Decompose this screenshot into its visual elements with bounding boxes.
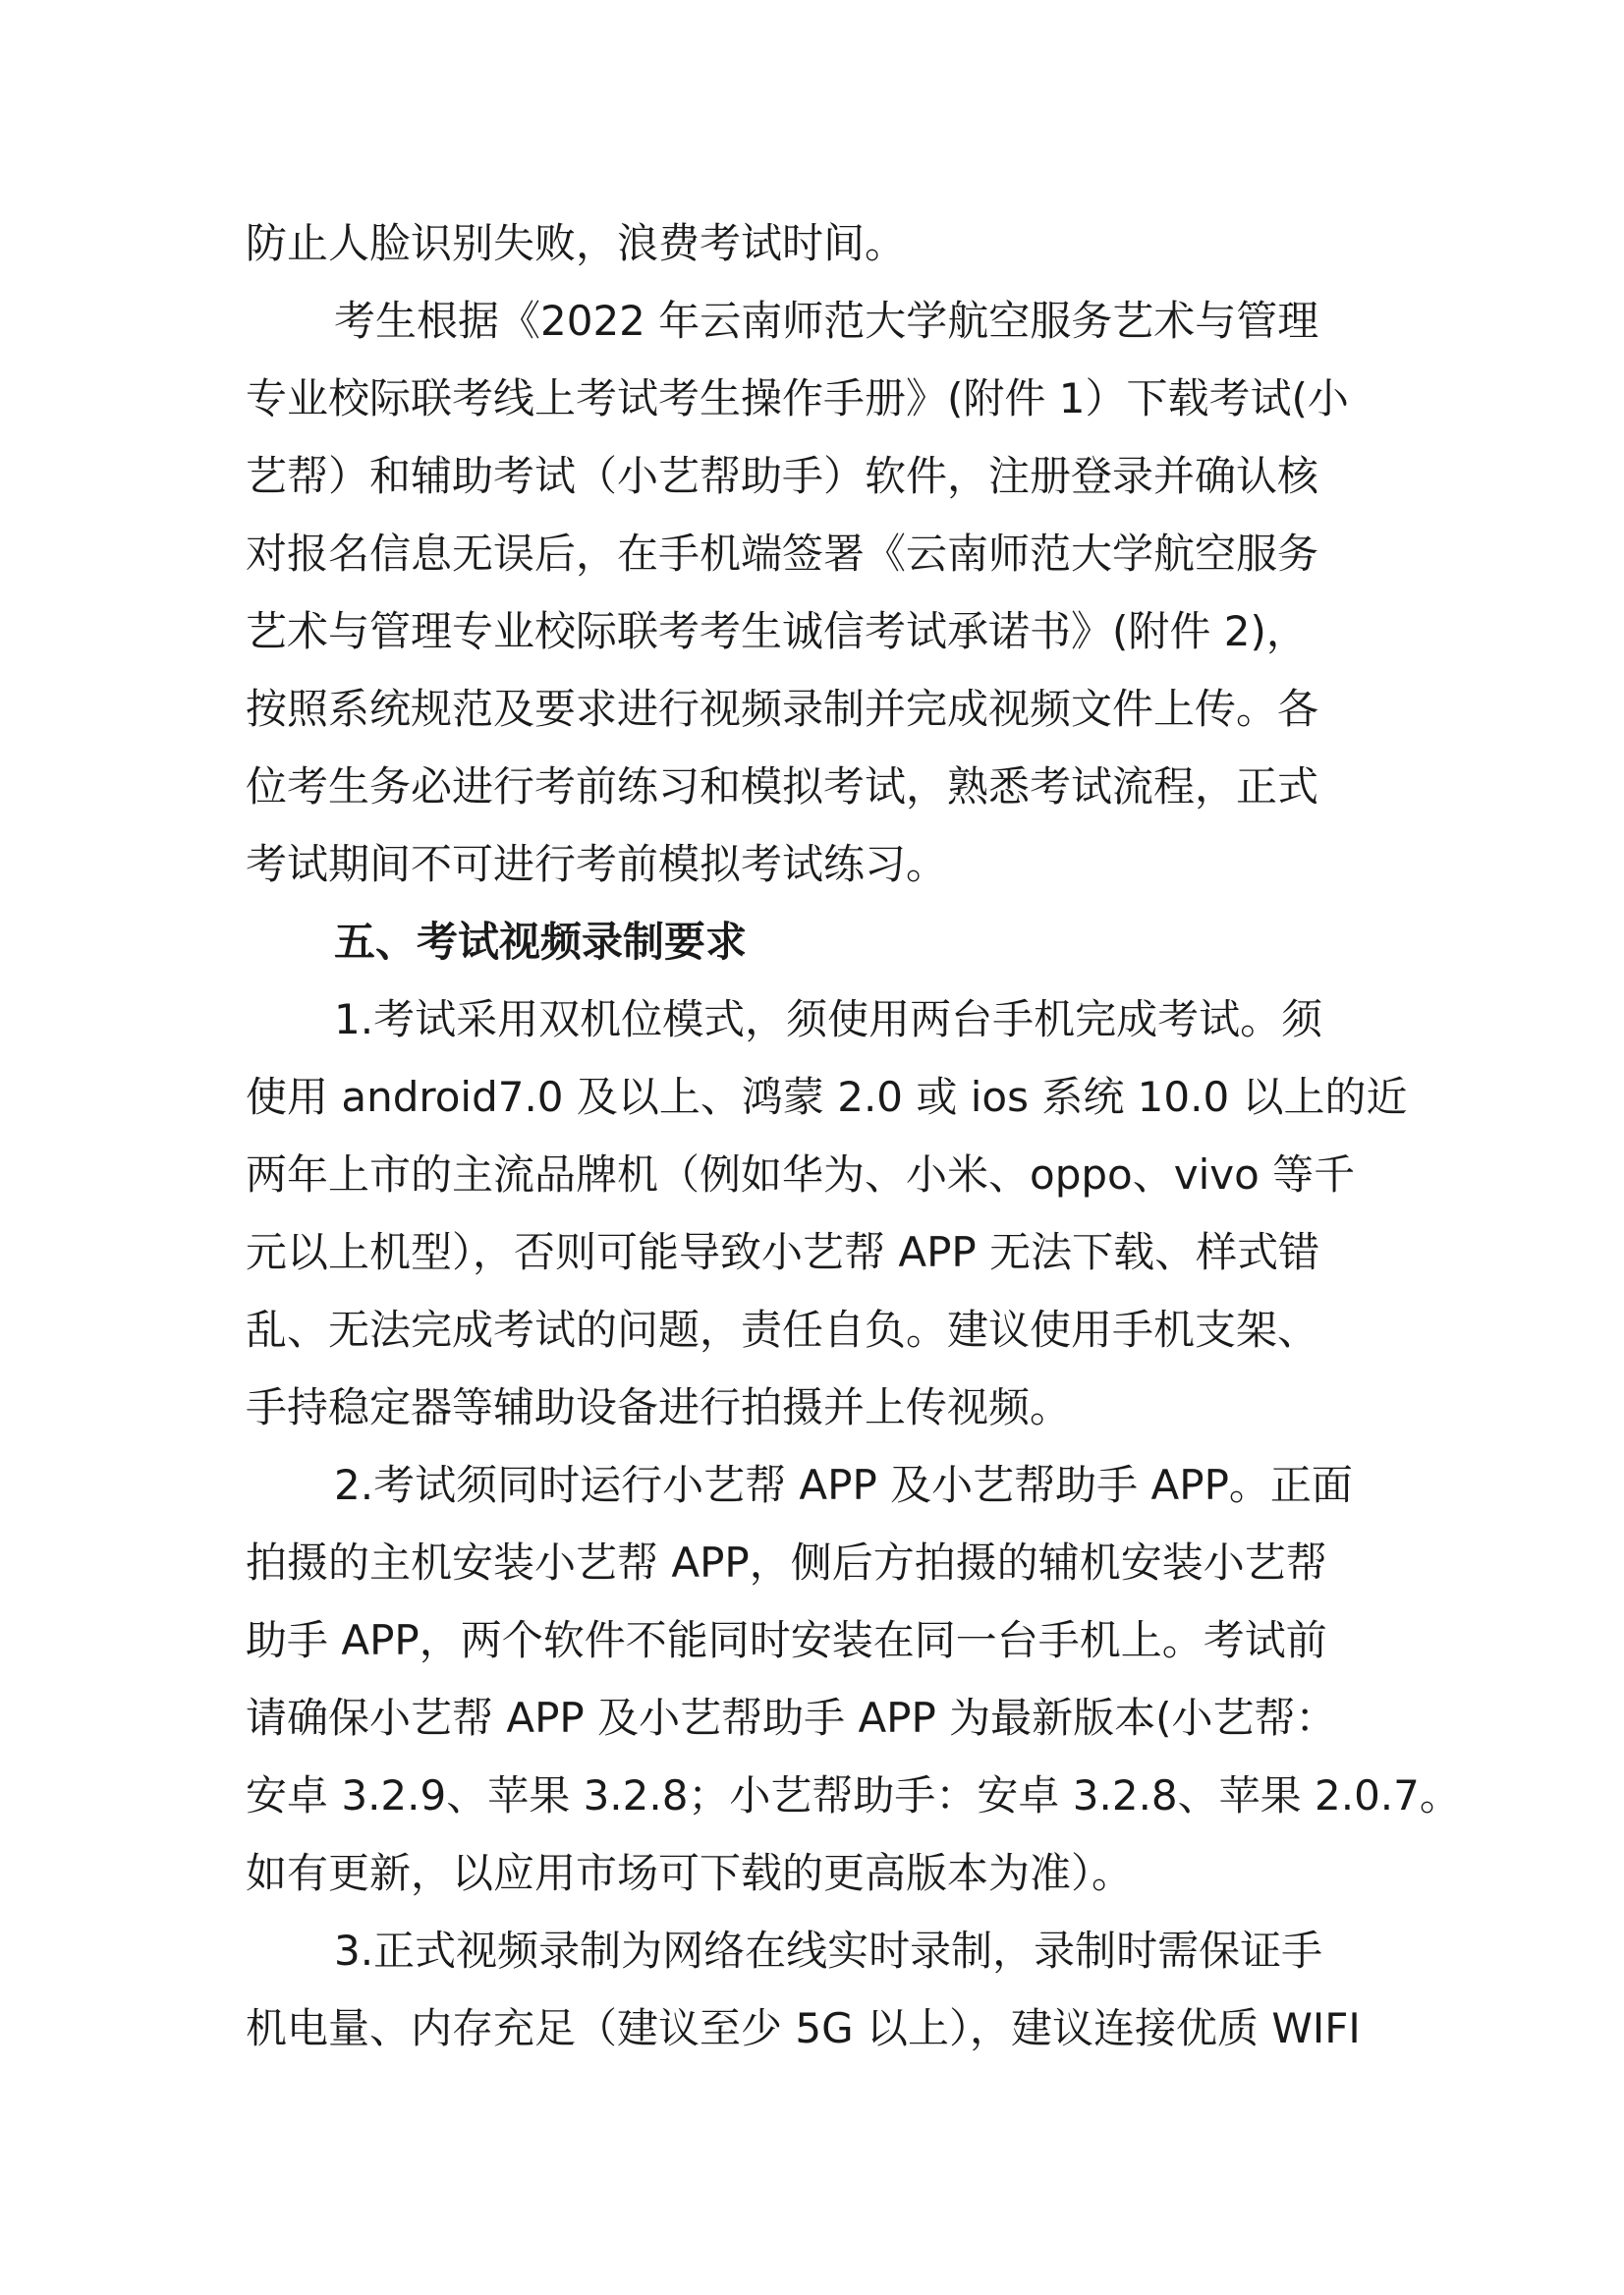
text-line-19: 助手 APP，两个软件不能同时安装在同一台手机上。考试前 xyxy=(246,1616,1327,1664)
text-line-12: 使用 android7.0 及以上、鸿蒙 2.0 或 ios 系统 10.0 以上的近 xyxy=(246,1073,1408,1121)
text-line-3: 专业校际联考线上考试考生操作手册》(附件 1）下载考试(小 xyxy=(246,374,1349,422)
text-line-4: 艺帮）和辅助考试（小艺帮助手）软件，注册登录并确认核 xyxy=(246,452,1319,500)
text-line-7: 按照系统规范及要求进行视频录制并完成视频文件上传。各 xyxy=(246,685,1319,733)
text-line-8: 位考生务必进行考前练习和模拟考试，熟悉考试流程，正式 xyxy=(246,762,1319,811)
text-line-15: 乱、无法完成考试的问题，责任自负。建议使用手机支架、 xyxy=(246,1306,1319,1354)
text-line-16: 手持稳定器等辅助设备进行拍摄并上传视频。 xyxy=(246,1383,1072,1431)
text-line-22: 如有更新，以应用市场可下载的更高版本为准）。 xyxy=(246,1849,1134,1897)
text-line-5: 对报名信息无误后，在手机端签署《云南师范大学航空服务 xyxy=(246,530,1319,578)
text-line-9: 考试期间不可进行考前模拟考试练习。 xyxy=(246,840,948,888)
text-line-1: 防止人脸识别失败，浪费考试时间。 xyxy=(246,219,907,267)
text-line-24: 机电量、内存充足（建议至少 5G 以上），建议连接优质 WIFI xyxy=(246,2004,1361,2052)
text-line-23: 3.正式视频录制为网络在线实时录制，录制时需保证手 xyxy=(334,1927,1323,1975)
text-line-11: 1.考试采用双机位模式，须使用两台手机完成考试。须 xyxy=(334,995,1323,1043)
text-line-6: 艺术与管理专业校际联考考生诚信考试承诺书》(附件 2)， xyxy=(246,607,1308,655)
text-line-21: 安卓 3.2.9、苹果 3.2.8；小艺帮助手：安卓 3.2.8、苹果 2.0.7。 xyxy=(246,1771,1461,1819)
text-line-20: 请确保小艺帮 APP 及小艺帮助手 APP 为最新版本(小艺帮： xyxy=(246,1694,1337,1742)
section-heading: 五、考试视频录制要求 xyxy=(334,918,748,966)
text-line-13: 两年上市的主流品牌机（例如华为、小米、oppo、vivo 等千 xyxy=(246,1150,1356,1199)
text-line-17: 2.考试须同时运行小艺帮 APP 及小艺帮助手 APP。正面 xyxy=(334,1461,1353,1509)
text-line-14: 元以上机型），否则可能导致小艺帮 APP 无法下载、样式错 xyxy=(246,1228,1320,1276)
text-line-18: 拍摄的主机安装小艺帮 APP，侧后方拍摄的辅机安装小艺帮 xyxy=(246,1539,1327,1587)
text-line-2: 考生根据《2022 年云南师范大学航空服务艺术与管理 xyxy=(334,297,1319,345)
